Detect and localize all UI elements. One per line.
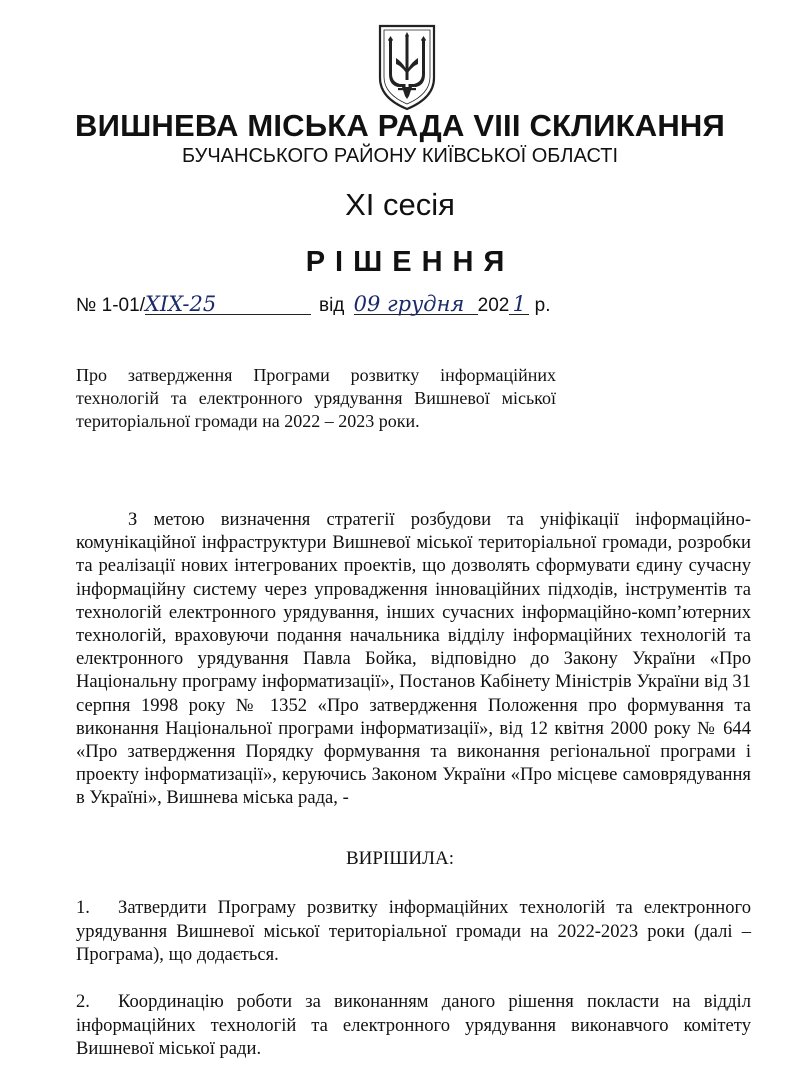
resolution-point [76,896,751,967]
date-label: від [318,295,345,316]
resolved-heading: ВИРІШИЛА: [345,848,455,869]
session-label: XI сесія [345,187,455,222]
handwritten-decision-number: XIX-25 [145,294,311,315]
handwritten-year-digit: 1 [509,294,529,315]
handwritten-date: 09 грудня [354,294,478,315]
point-text: Координацію роботи за виконанням даного рішення покласти на відділ інформаційних технологій та електронного урядування виконавчого комітету Вишневої міської ради. [76,991,751,1059]
document-type-heading: РІШЕННЯ [305,246,515,278]
year-suffix: р. [534,295,551,316]
council-subtitle: БУЧАНСЬКОГО РАЙОНУ КИЇВСЬКОЇ ОБЛАСТІ [181,145,618,167]
point-text: Затвердити Програму розвитку інформаційних технологій та електронного урядування Вишневої міської територіальної громади на 2022-2023 роки (далі – Програма), що додається. [76,897,751,965]
year-prefix: 202 [477,295,510,316]
council-title: ВИШНЕВА МІСЬКА РАДА VIII СКЛИКАННЯ [75,108,725,143]
decision-number-line [76,294,551,317]
trident-coat-of-arms-icon [376,22,438,112]
resolution-point [76,990,751,1061]
point-number: 2. [76,991,90,1012]
number-prefix: № 1-01/ [76,295,145,316]
point-number: 1. [76,897,90,918]
decision-subject: Про затвердження Програми розвитку інформаційних технологій та електронного урядування Вишневої міської територіальної громади на 2022 – 2023 роки. [76,365,556,431]
preamble-paragraph: З метою визначення стратегії розбудови та уніфікації інформаційно-комунікаційної інфраструктури Вишневої міської територіальної громади, розробки та реалізації нових інтегрованих проектів, що дозволять сформувати єдину сучасну інформаційну систему через упровадження інноваційних підходів, інструментів та технологій електронного урядування, інших сучасних інформаційно-комп’ютерних технологій, враховуючи подання начальника відділу інформаційних технологій та електронного урядування Павла Бойка, відповідно до Закону України «Про Національну програму інформатизації», Постанов Кабінету Міністрів України від 31 серпня 1998 року № 1352 «Про затвердження Положення про формування та виконання Національної програми інформатизації», від 12 квітня 2000 року № 644 «Про затвердження Порядку формування та виконання регіональної програми і проекту інформатизації», керуючись Законом України «Про місцеве самоврядування в Україні», Вишнева міська рада, - [76,509,751,809]
